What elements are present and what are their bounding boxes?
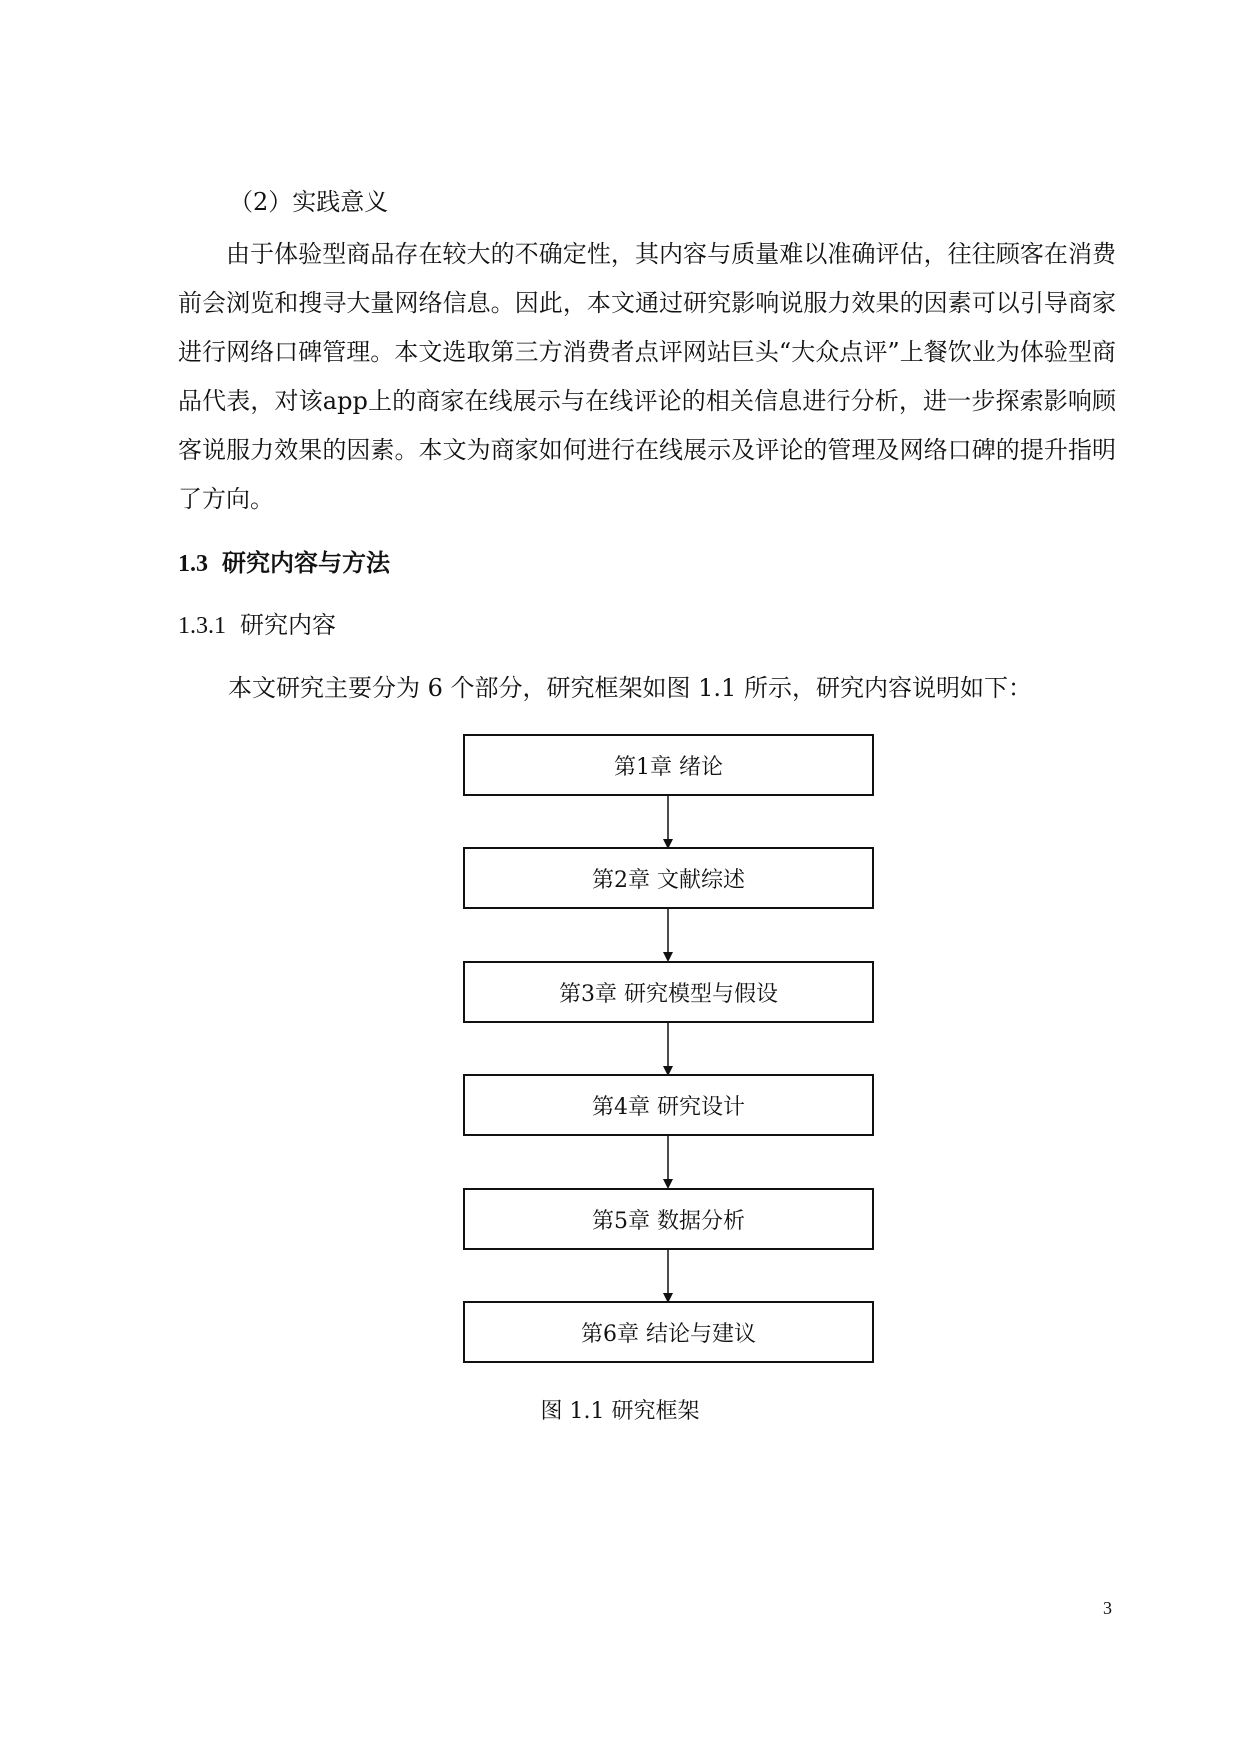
subsection-heading <box>178 607 336 644</box>
page-number: 3 <box>1103 1598 1112 1618</box>
flow-step-2 <box>463 847 874 909</box>
flow-step-3 <box>463 961 874 1023</box>
flow-step-label: 第2章 文献综述 <box>592 867 745 893</box>
section-number: 1.3 <box>178 551 208 577</box>
flow-step-label: 第6章 结论与建议 <box>581 1321 756 1347</box>
subsection-number: 1.3.1 <box>178 613 226 639</box>
subsection-title: 研究内容 <box>240 611 336 639</box>
flow-step-5 <box>463 1188 874 1250</box>
flow-step-label: 第1章 绪论 <box>614 754 723 780</box>
flow-step-label: 第4章 研究设计 <box>592 1094 745 1120</box>
section-heading <box>178 545 390 582</box>
flow-step-label: 第3章 研究模型与假设 <box>559 981 778 1007</box>
flow-step-1 <box>463 734 874 796</box>
section-title: 研究内容与方法 <box>222 549 390 577</box>
practice-paragraph: 由于体验型商品存在较大的不确定性，其内容与质量难以准确评估，往往顾客在消费前会浏览和搜寻大量网络信息。因此，本文通过研究影响说服力效果的因素可以引导商家进行网络口碑管理。本文选取第三方消费者点评网站巨头“大众点评”上餐饮业为体验型商品代表，对该app上的商家在线展示与在线评论的相关信息进行分析，进一步探索影响顾客说服力效果的因素。本文为商家如何进行在线展示及评论的管理及网络口碑的提升指明了方向。 <box>178 240 1116 513</box>
flow-step-6 <box>463 1301 874 1363</box>
flow-step-4 <box>463 1074 874 1136</box>
figure-caption: 图 1.1 研究框架 <box>540 1399 700 1424</box>
flow-step-label: 第5章 数据分析 <box>592 1208 745 1234</box>
practice-heading: （2）实践意义 <box>229 188 389 216</box>
intro-sentence: 本文研究主要分为 6 个部分，研究框架如图 1.1 所示，研究内容说明如下： <box>228 674 1032 702</box>
